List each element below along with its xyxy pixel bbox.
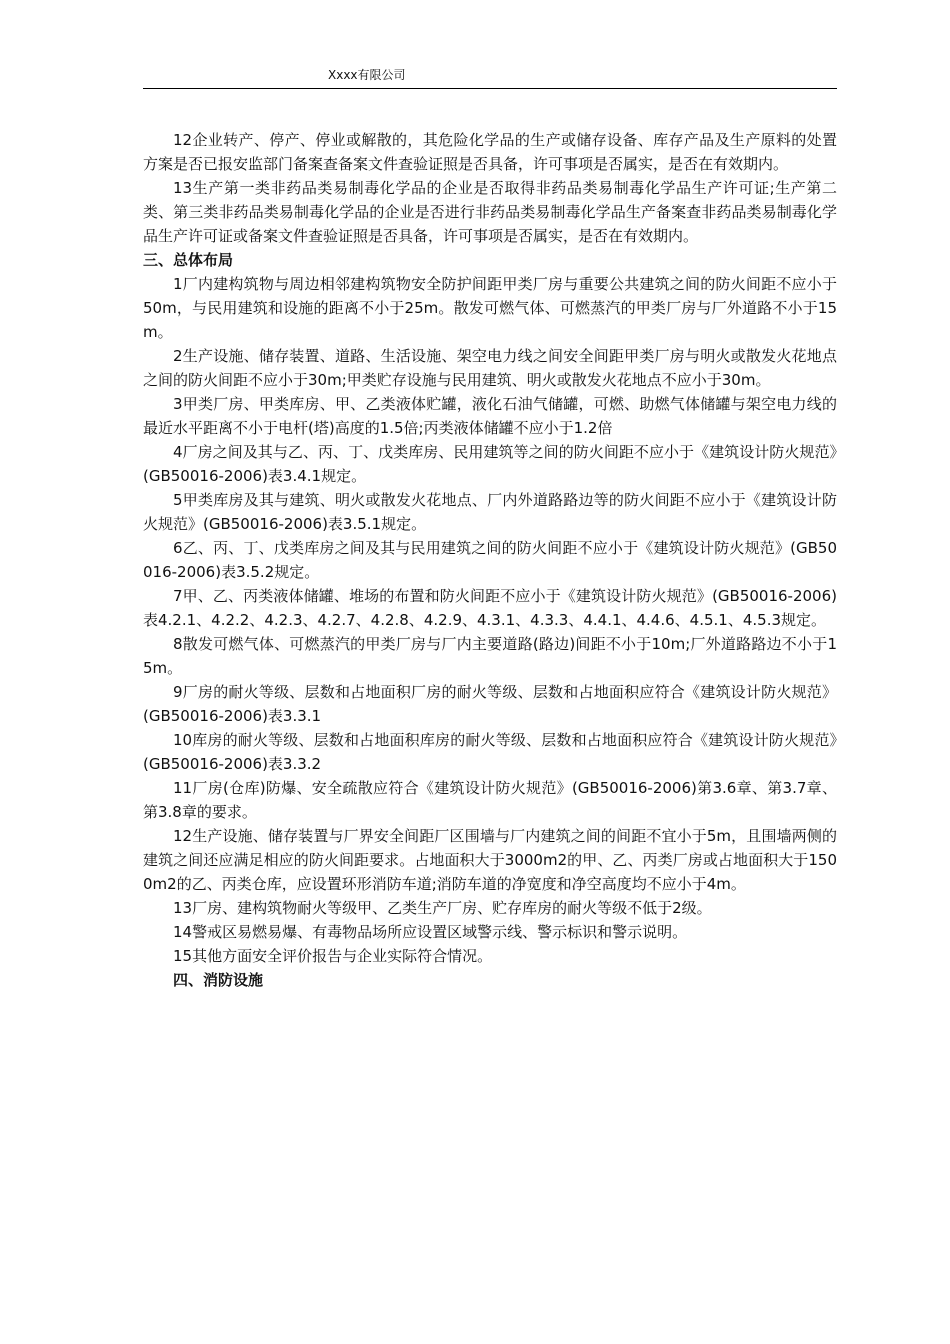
paragraph-layout-7: 7甲、乙、丙类液体储罐、堆场的布置和防火间距不应小于《建筑设计防火规范》(GB50016-2006)表4.2.1、4.2.2、4.2.3、4.2.7、4.2.8、4.2.9、4.3.1、4.3.3、4.4.1、4.4.6、4.5.1、4.5.3规定。 bbox=[143, 587, 837, 629]
paragraph-layout-1: 1厂内建构筑物与周边相邻建构筑物安全防护间距甲类厂房与重要公共建筑之间的防火间距不应小于50m，与民用建筑和设施的距离不小于25m。散发可燃气体、可燃蒸汽的甲类厂房与厂外道路不小于15m。 bbox=[143, 275, 837, 341]
section-heading-fire-facilities: 四、消防设施 bbox=[173, 971, 264, 989]
paragraph-layout-2: 2生产设施、储存装置、道路、生活设施、架空电力线之间安全间距甲类厂房与明火或散发火花地点之间的防火间距不应小于30m;甲类贮存设施与民用建筑、明火或散发火花地点不应小于30m。 bbox=[143, 347, 837, 389]
paragraph-layout-3: 3甲类厂房、甲类库房、甲、乙类液体贮罐，液化石油气储罐，可燃、助燃气体储罐与架空电力线的最近水平距离不小于电杆(塔)高度的1.5倍;丙类液体储罐不应小于1.2倍 bbox=[143, 395, 837, 437]
paragraph-layout-11: 11厂房(仓库)防爆、安全疏散应符合《建筑设计防火规范》(GB50016-2006)第3.6章、第3.7章、第3.8章的要求。 bbox=[143, 779, 837, 821]
paragraph-layout-6: 6乙、丙、丁、戊类库房之间及其与民用建筑之间的防火间距不应小于《建筑设计防火规范》(GB50016-2006)表3.5.2规定。 bbox=[143, 539, 837, 581]
paragraph-layout-15: 15其他方面安全评价报告与企业实际符合情况。 bbox=[173, 947, 493, 965]
paragraph-layout-4: 4厂房之间及其与乙、丙、丁、戊类库房、民用建筑等之间的防火间距不应小于《建筑设计防火规范》(GB50016-2006)表3.4.1规定。 bbox=[143, 443, 837, 485]
paragraph-layout-9: 9厂房的耐火等级、层数和占地面积厂房的耐火等级、层数和占地面积应符合《建筑设计防火规范》(GB50016-2006)表3.3.1 bbox=[143, 683, 837, 725]
paragraph-part2-12: 12企业转产、停产、停业或解散的，其危险化学品的生产或储存设备、库存产品及生产原料的处置方案是否已报安监部门备案查备案文件查验证照是否具备，许可事项是否属实，是否在有效期内。 bbox=[143, 131, 837, 173]
paragraph-layout-5: 5甲类库房及其与建筑、明火或散发火花地点、厂内外道路路边等的防火间距不应小于《建筑设计防火规范》(GB50016-2006)表3.5.1规定。 bbox=[143, 491, 837, 533]
section-heading-overall-layout: 三、总体布局 bbox=[143, 251, 234, 269]
paragraph-layout-13: 13厂房、建构筑物耐火等级甲、乙类生产厂房、贮存库房的耐火等级不低于2级。 bbox=[173, 899, 712, 917]
header-company-name: Xxxx有限公司 bbox=[328, 68, 406, 82]
paragraph-layout-10: 10库房的耐火等级、层数和占地面积库房的耐火等级、层数和占地面积应符合《建筑设计防火规范》(GB50016-2006)表3.3.2 bbox=[143, 731, 837, 773]
document-body bbox=[143, 128, 837, 992]
paragraph-layout-14: 14警戒区易燃易爆、有毒物品场所应设置区域警示线、警示标识和警示说明。 bbox=[173, 923, 688, 941]
paragraph-part2-13: 13生产第一类非药品类易制毒化学品的企业是否取得非药品类易制毒化学品生产许可证;生产第二类、第三类非药品类易制毒化学品的企业是否进行非药品类易制毒化学品生产备案查非药品类易制毒化学品生产许可证或备案文件查验证照是否具备，许可事项是否属实，是否在有效期内。 bbox=[143, 179, 837, 245]
paragraph-layout-8: 8散发可燃气体、可燃蒸汽的甲类厂房与厂内主要道路(路边)间距不小于10m;厂外道路路边不小于15m。 bbox=[143, 635, 837, 677]
page-header bbox=[143, 66, 837, 89]
paragraph-layout-12: 12生产设施、储存装置与厂界安全间距厂区围墙与厂内建筑之间的间距不宜小于5m，且围墙两侧的建筑之间还应满足相应的防火间距要求。占地面积大于3000m2的甲、乙、丙类厂房或占地面积大于1500m2的乙、丙类仓库，应设置环形消防车道;消防车道的净宽度和净空高度均不应小于4m。 bbox=[143, 827, 837, 893]
